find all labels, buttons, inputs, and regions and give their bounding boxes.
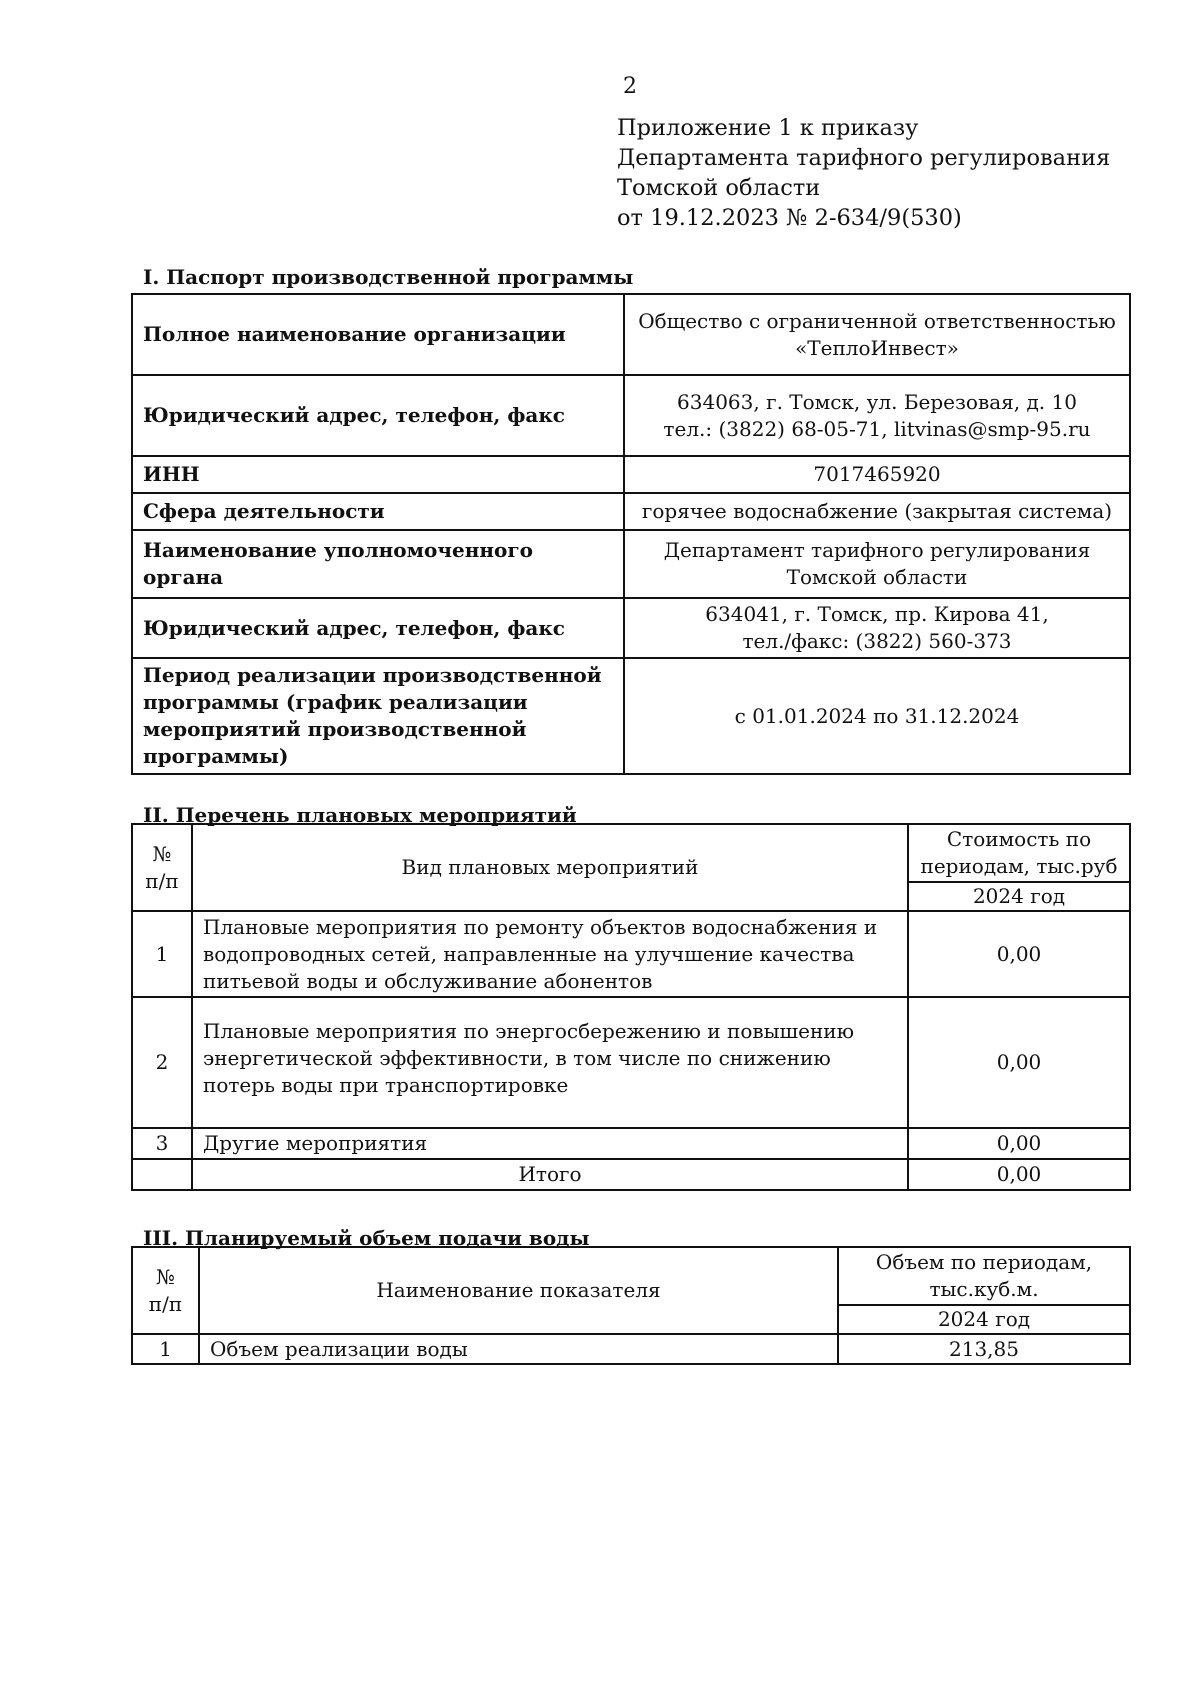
row-name: Плановые мероприятия по ремонту объектов водоснабжения и водопроводных сетей, направленные на улучшение качества питьевой воды и обслуживание абонентов (192, 911, 908, 997)
row-label: Юридический адрес, телефон, факс (132, 598, 624, 658)
section-1-title: I. Паспорт производственной программы (143, 265, 634, 289)
value-line: 634041, г. Томск, пр. Кирова 41, (705, 602, 1049, 626)
row-value (624, 294, 1130, 375)
table-row (132, 911, 1130, 997)
value-line: тел./факс: (3822) 560-373 (742, 629, 1012, 653)
appendix-header (617, 113, 1110, 233)
table-row (132, 294, 1130, 375)
section-3-title: III. Планируемый объем подачи воды (143, 1226, 590, 1250)
value-line: с 01.01.2024 по 31.12.2024 (734, 703, 1020, 728)
appendix-line: Томской области (617, 175, 821, 201)
row-num: 3 (132, 1128, 192, 1159)
row-num: 1 (132, 1334, 199, 1364)
table-row (132, 997, 1130, 1128)
row-num: 2 (132, 997, 192, 1128)
row-label: Юридический адрес, телефон, факс (132, 375, 624, 456)
row-value: 213,85 (838, 1334, 1130, 1364)
table-row (132, 598, 1130, 658)
value-line: 634063, г. Томск, ул. Березовая, д. 10 (677, 389, 1077, 414)
row-label: Наименование уполномоченного органа (132, 530, 624, 598)
total-label: Итого (192, 1159, 908, 1190)
table-row (132, 1334, 1130, 1364)
appendix-line: Приложение 1 к приказу (617, 115, 919, 141)
header-year: 2024 год (838, 1305, 1130, 1334)
table-header-row (132, 824, 1130, 882)
table-row (132, 658, 1130, 774)
water-volume-table (131, 1246, 1131, 1365)
table-row (132, 1128, 1130, 1159)
header-num: № п/п (132, 824, 192, 911)
empty-cell (132, 1159, 192, 1190)
page-number: 2 (623, 74, 637, 99)
row-name: Объем реализации воды (199, 1334, 838, 1364)
appendix-line: Департамента тарифного регулирования (617, 145, 1111, 171)
row-value: 0,00 (908, 911, 1130, 997)
row-value: 0,00 (908, 1128, 1130, 1159)
table-row (132, 456, 1130, 493)
row-value (624, 658, 1130, 774)
row-value (624, 375, 1130, 456)
row-label: ИНН (132, 456, 624, 493)
total-value: 0,00 (908, 1159, 1130, 1190)
value-line: «ТеплоИнвест» (795, 335, 959, 360)
row-num: 1 (132, 911, 192, 997)
header-name: Вид плановых мероприятий (192, 824, 908, 911)
header-cost: Стоимость по периодам, тыс.руб (908, 824, 1130, 882)
table-header-row (132, 1247, 1130, 1305)
table-row (132, 493, 1130, 530)
value-line: Департамент тарифного регулирования (663, 538, 1091, 562)
passport-table (131, 293, 1131, 775)
header-volume: Объем по периодам, тыс.куб.м. (838, 1247, 1130, 1305)
appendix-line: от 19.12.2023 № 2-634/9(530) (617, 205, 962, 231)
table-row (132, 530, 1130, 598)
value-line: Томской области (786, 565, 968, 589)
row-value (624, 456, 1130, 493)
activities-table (131, 823, 1131, 1191)
row-label: Полное наименование организации (132, 294, 624, 375)
row-value (624, 493, 1130, 530)
total-row (132, 1159, 1130, 1190)
value-line: 7017465920 (813, 462, 941, 486)
header-name: Наименование показателя (199, 1247, 838, 1334)
row-name: Плановые мероприятия по энергосбережению и повышению энергетической эффективности, в том числе по снижению потерь воды при транспортировке (192, 997, 908, 1128)
row-value: 0,00 (908, 997, 1130, 1128)
row-name: Другие мероприятия (192, 1128, 908, 1159)
value-line: горячее водоснабжение (закрытая система) (641, 499, 1113, 523)
row-value (624, 530, 1130, 598)
header-num: № п/п (132, 1247, 199, 1334)
table-row (132, 375, 1130, 456)
value-line: тел.: (3822) 68-05-71, litvinas@smp-95.ru (663, 416, 1091, 441)
section-2-title: II. Перечень плановых мероприятий (143, 803, 577, 827)
row-label: Период реализации производственной программы (график реализации мероприятий производственной программы) (132, 658, 624, 774)
row-value (624, 598, 1130, 658)
header-year: 2024 год (908, 882, 1130, 911)
row-label: Сфера деятельности (132, 493, 624, 530)
value-line: Общество с ограниченной ответственностью (638, 308, 1116, 333)
